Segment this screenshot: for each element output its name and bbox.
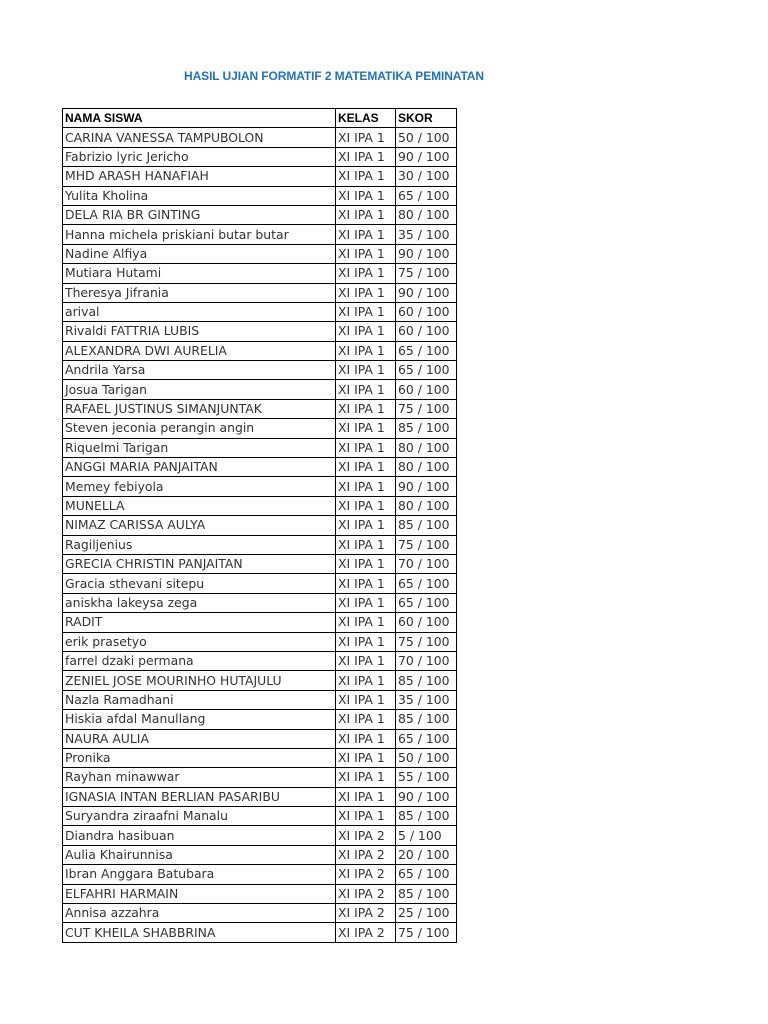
cell-skor: 85 / 100 (396, 884, 457, 903)
table-row (63, 205, 457, 224)
cell-nama-siswa: CARINA VANESSA TAMPUBOLON (63, 128, 336, 147)
cell-kelas: XI IPA 1 (336, 574, 396, 593)
table-row (63, 845, 457, 864)
table-row (63, 884, 457, 903)
cell-nama-siswa: Ibran Anggara Batubara (63, 865, 336, 884)
table-row (63, 710, 457, 729)
cell-kelas: XI IPA 1 (336, 690, 396, 709)
cell-skor: 65 / 100 (396, 865, 457, 884)
table-row (63, 380, 457, 399)
cell-nama-siswa: Rivaldi FATTRIA LUBIS (63, 322, 336, 341)
cell-nama-siswa: Nazla Ramadhani (63, 690, 336, 709)
table-row (63, 438, 457, 457)
table-row (63, 613, 457, 632)
cell-kelas: XI IPA 1 (336, 438, 396, 457)
table-row (63, 322, 457, 341)
table-header-row (63, 109, 457, 128)
cell-kelas: XI IPA 1 (336, 167, 396, 186)
column-header-skor: SKOR (396, 109, 457, 128)
table-row (63, 496, 457, 515)
cell-nama-siswa: Nadine Alfiya (63, 244, 336, 263)
table-row (63, 651, 457, 670)
cell-skor: 75 / 100 (396, 923, 457, 942)
cell-nama-siswa: arival (63, 302, 336, 321)
cell-nama-siswa: Yulita Kholina (63, 186, 336, 205)
cell-skor: 80 / 100 (396, 458, 457, 477)
cell-skor: 20 / 100 (396, 845, 457, 864)
cell-nama-siswa: Hanna michela priskiani butar butar (63, 225, 336, 244)
table-row (63, 264, 457, 283)
table-row (63, 128, 457, 147)
cell-nama-siswa: Diandra hasibuan (63, 826, 336, 845)
results-table (62, 108, 457, 943)
cell-kelas: XI IPA 1 (336, 477, 396, 496)
cell-kelas: XI IPA 1 (336, 458, 396, 477)
cell-nama-siswa: MHD ARASH HANAFIAH (63, 167, 336, 186)
cell-kelas: XI IPA 1 (336, 671, 396, 690)
cell-nama-siswa: Aulia Khairunnisa (63, 845, 336, 864)
cell-kelas: XI IPA 1 (336, 205, 396, 224)
table-row (63, 302, 457, 321)
cell-skor: 60 / 100 (396, 302, 457, 321)
cell-skor: 60 / 100 (396, 380, 457, 399)
cell-nama-siswa: Gracia sthevani sitepu (63, 574, 336, 593)
cell-skor: 65 / 100 (396, 593, 457, 612)
cell-nama-siswa: RAFAEL JUSTINUS SIMANJUNTAK (63, 399, 336, 418)
cell-kelas: XI IPA 1 (336, 264, 396, 283)
cell-nama-siswa: DELA RIA BR GINTING (63, 205, 336, 224)
column-header-kelas: KELAS (336, 109, 396, 128)
cell-skor: 85 / 100 (396, 807, 457, 826)
table-row (63, 593, 457, 612)
cell-skor: 85 / 100 (396, 516, 457, 535)
cell-skor: 35 / 100 (396, 690, 457, 709)
cell-skor: 85 / 100 (396, 710, 457, 729)
table-row (63, 419, 457, 438)
page-title: HASIL UJIAN FORMATIF 2 MATEMATIKA PEMINATAN (184, 69, 484, 83)
cell-skor: 35 / 100 (396, 225, 457, 244)
cell-skor: 50 / 100 (396, 748, 457, 767)
cell-skor: 80 / 100 (396, 438, 457, 457)
table-row (63, 574, 457, 593)
table-row (63, 244, 457, 263)
cell-kelas: XI IPA 2 (336, 845, 396, 864)
table-row (63, 807, 457, 826)
cell-kelas: XI IPA 1 (336, 186, 396, 205)
cell-kelas: XI IPA 1 (336, 593, 396, 612)
cell-kelas: XI IPA 1 (336, 147, 396, 166)
table-row (63, 361, 457, 380)
cell-skor: 80 / 100 (396, 496, 457, 515)
cell-kelas: XI IPA 1 (336, 613, 396, 632)
cell-kelas: XI IPA 1 (336, 554, 396, 573)
cell-kelas: XI IPA 2 (336, 923, 396, 942)
cell-kelas: XI IPA 1 (336, 632, 396, 651)
table-row (63, 554, 457, 573)
cell-skor: 80 / 100 (396, 205, 457, 224)
cell-kelas: XI IPA 1 (336, 399, 396, 418)
table-row (63, 477, 457, 496)
cell-skor: 65 / 100 (396, 186, 457, 205)
cell-kelas: XI IPA 1 (336, 283, 396, 302)
table-row (63, 399, 457, 418)
cell-nama-siswa: farrel dzaki permana (63, 651, 336, 670)
table-row (63, 904, 457, 923)
cell-kelas: XI IPA 1 (336, 302, 396, 321)
cell-nama-siswa: ANGGI MARIA PANJAITAN (63, 458, 336, 477)
table-row (63, 729, 457, 748)
table-row (63, 186, 457, 205)
cell-skor: 65 / 100 (396, 729, 457, 748)
cell-skor: 75 / 100 (396, 535, 457, 554)
table-row (63, 283, 457, 302)
cell-kelas: XI IPA 1 (336, 787, 396, 806)
cell-nama-siswa: NAURA AULIA (63, 729, 336, 748)
cell-skor: 90 / 100 (396, 147, 457, 166)
cell-skor: 70 / 100 (396, 554, 457, 573)
cell-skor: 30 / 100 (396, 167, 457, 186)
table-row (63, 690, 457, 709)
table-row (63, 516, 457, 535)
table-row (63, 923, 457, 942)
cell-skor: 65 / 100 (396, 574, 457, 593)
cell-kelas: XI IPA 1 (336, 748, 396, 767)
cell-kelas: XI IPA 2 (336, 884, 396, 903)
cell-nama-siswa: Rayhan minawwar (63, 768, 336, 787)
cell-nama-siswa: Annisa azzahra (63, 904, 336, 923)
table-row (63, 826, 457, 845)
cell-nama-siswa: Ragiljenius (63, 535, 336, 554)
cell-kelas: XI IPA 1 (336, 768, 396, 787)
cell-nama-siswa: Mutiara Hutami (63, 264, 336, 283)
cell-nama-siswa: Pronika (63, 748, 336, 767)
cell-nama-siswa: Steven jeconia perangin angin (63, 419, 336, 438)
table-row (63, 167, 457, 186)
cell-nama-siswa: Fabrizio lyric Jericho (63, 147, 336, 166)
table-row (63, 768, 457, 787)
table-row (63, 341, 457, 360)
cell-nama-siswa: Riquelmi Tarigan (63, 438, 336, 457)
cell-skor: 75 / 100 (396, 632, 457, 651)
cell-nama-siswa: aniskha lakeysa zega (63, 593, 336, 612)
table-body (63, 128, 457, 942)
table-row (63, 748, 457, 767)
cell-kelas: XI IPA 1 (336, 651, 396, 670)
cell-skor: 50 / 100 (396, 128, 457, 147)
cell-skor: 90 / 100 (396, 477, 457, 496)
cell-nama-siswa: Theresya Jifrania (63, 283, 336, 302)
cell-kelas: XI IPA 1 (336, 516, 396, 535)
cell-skor: 75 / 100 (396, 264, 457, 283)
cell-kelas: XI IPA 1 (336, 535, 396, 554)
cell-skor: 70 / 100 (396, 651, 457, 670)
cell-skor: 60 / 100 (396, 322, 457, 341)
cell-skor: 85 / 100 (396, 419, 457, 438)
cell-kelas: XI IPA 1 (336, 380, 396, 399)
cell-skor: 90 / 100 (396, 787, 457, 806)
table-row (63, 632, 457, 651)
cell-kelas: XI IPA 1 (336, 729, 396, 748)
cell-nama-siswa: erik prasetyo (63, 632, 336, 651)
cell-skor: 65 / 100 (396, 361, 457, 380)
table-row (63, 458, 457, 477)
table-row (63, 671, 457, 690)
table-row (63, 787, 457, 806)
cell-kelas: XI IPA 1 (336, 341, 396, 360)
cell-nama-siswa: RADIT (63, 613, 336, 632)
cell-nama-siswa: Andrila Yarsa (63, 361, 336, 380)
cell-kelas: XI IPA 2 (336, 904, 396, 923)
cell-nama-siswa: Hiskia afdal Manullang (63, 710, 336, 729)
cell-skor: 60 / 100 (396, 613, 457, 632)
cell-kelas: XI IPA 1 (336, 710, 396, 729)
cell-nama-siswa: Josua Tarigan (63, 380, 336, 399)
cell-nama-siswa: ALEXANDRA DWI AURELIA (63, 341, 336, 360)
cell-kelas: XI IPA 1 (336, 419, 396, 438)
cell-kelas: XI IPA 1 (336, 496, 396, 515)
table-row (63, 535, 457, 554)
table-row (63, 147, 457, 166)
cell-kelas: XI IPA 1 (336, 361, 396, 380)
cell-kelas: XI IPA 2 (336, 826, 396, 845)
cell-skor: 65 / 100 (396, 341, 457, 360)
cell-skor: 5 / 100 (396, 826, 457, 845)
cell-kelas: XI IPA 1 (336, 225, 396, 244)
cell-kelas: XI IPA 1 (336, 322, 396, 341)
cell-skor: 85 / 100 (396, 671, 457, 690)
table-row (63, 865, 457, 884)
cell-skor: 25 / 100 (396, 904, 457, 923)
column-header-nama-siswa: NAMA SISWA (63, 109, 336, 128)
cell-nama-siswa: CUT KHEILA SHABBRINA (63, 923, 336, 942)
cell-kelas: XI IPA 1 (336, 128, 396, 147)
cell-skor: 90 / 100 (396, 244, 457, 263)
table-row (63, 225, 457, 244)
cell-nama-siswa: Suryandra ziraafni Manalu (63, 807, 336, 826)
cell-kelas: XI IPA 1 (336, 244, 396, 263)
cell-nama-siswa: ZENIEL JOSE MOURINHO HUTAJULU (63, 671, 336, 690)
cell-kelas: XI IPA 1 (336, 807, 396, 826)
cell-skor: 55 / 100 (396, 768, 457, 787)
cell-nama-siswa: ELFAHRI HARMAIN (63, 884, 336, 903)
cell-nama-siswa: GRECIA CHRISTIN PANJAITAN (63, 554, 336, 573)
cell-skor: 75 / 100 (396, 399, 457, 418)
cell-kelas: XI IPA 2 (336, 865, 396, 884)
cell-nama-siswa: MUNELLA (63, 496, 336, 515)
cell-nama-siswa: IGNASIA INTAN BERLIAN PASARIBU (63, 787, 336, 806)
cell-nama-siswa: Memey febiyola (63, 477, 336, 496)
cell-nama-siswa: NIMAZ CARISSA AULYA (63, 516, 336, 535)
cell-skor: 90 / 100 (396, 283, 457, 302)
